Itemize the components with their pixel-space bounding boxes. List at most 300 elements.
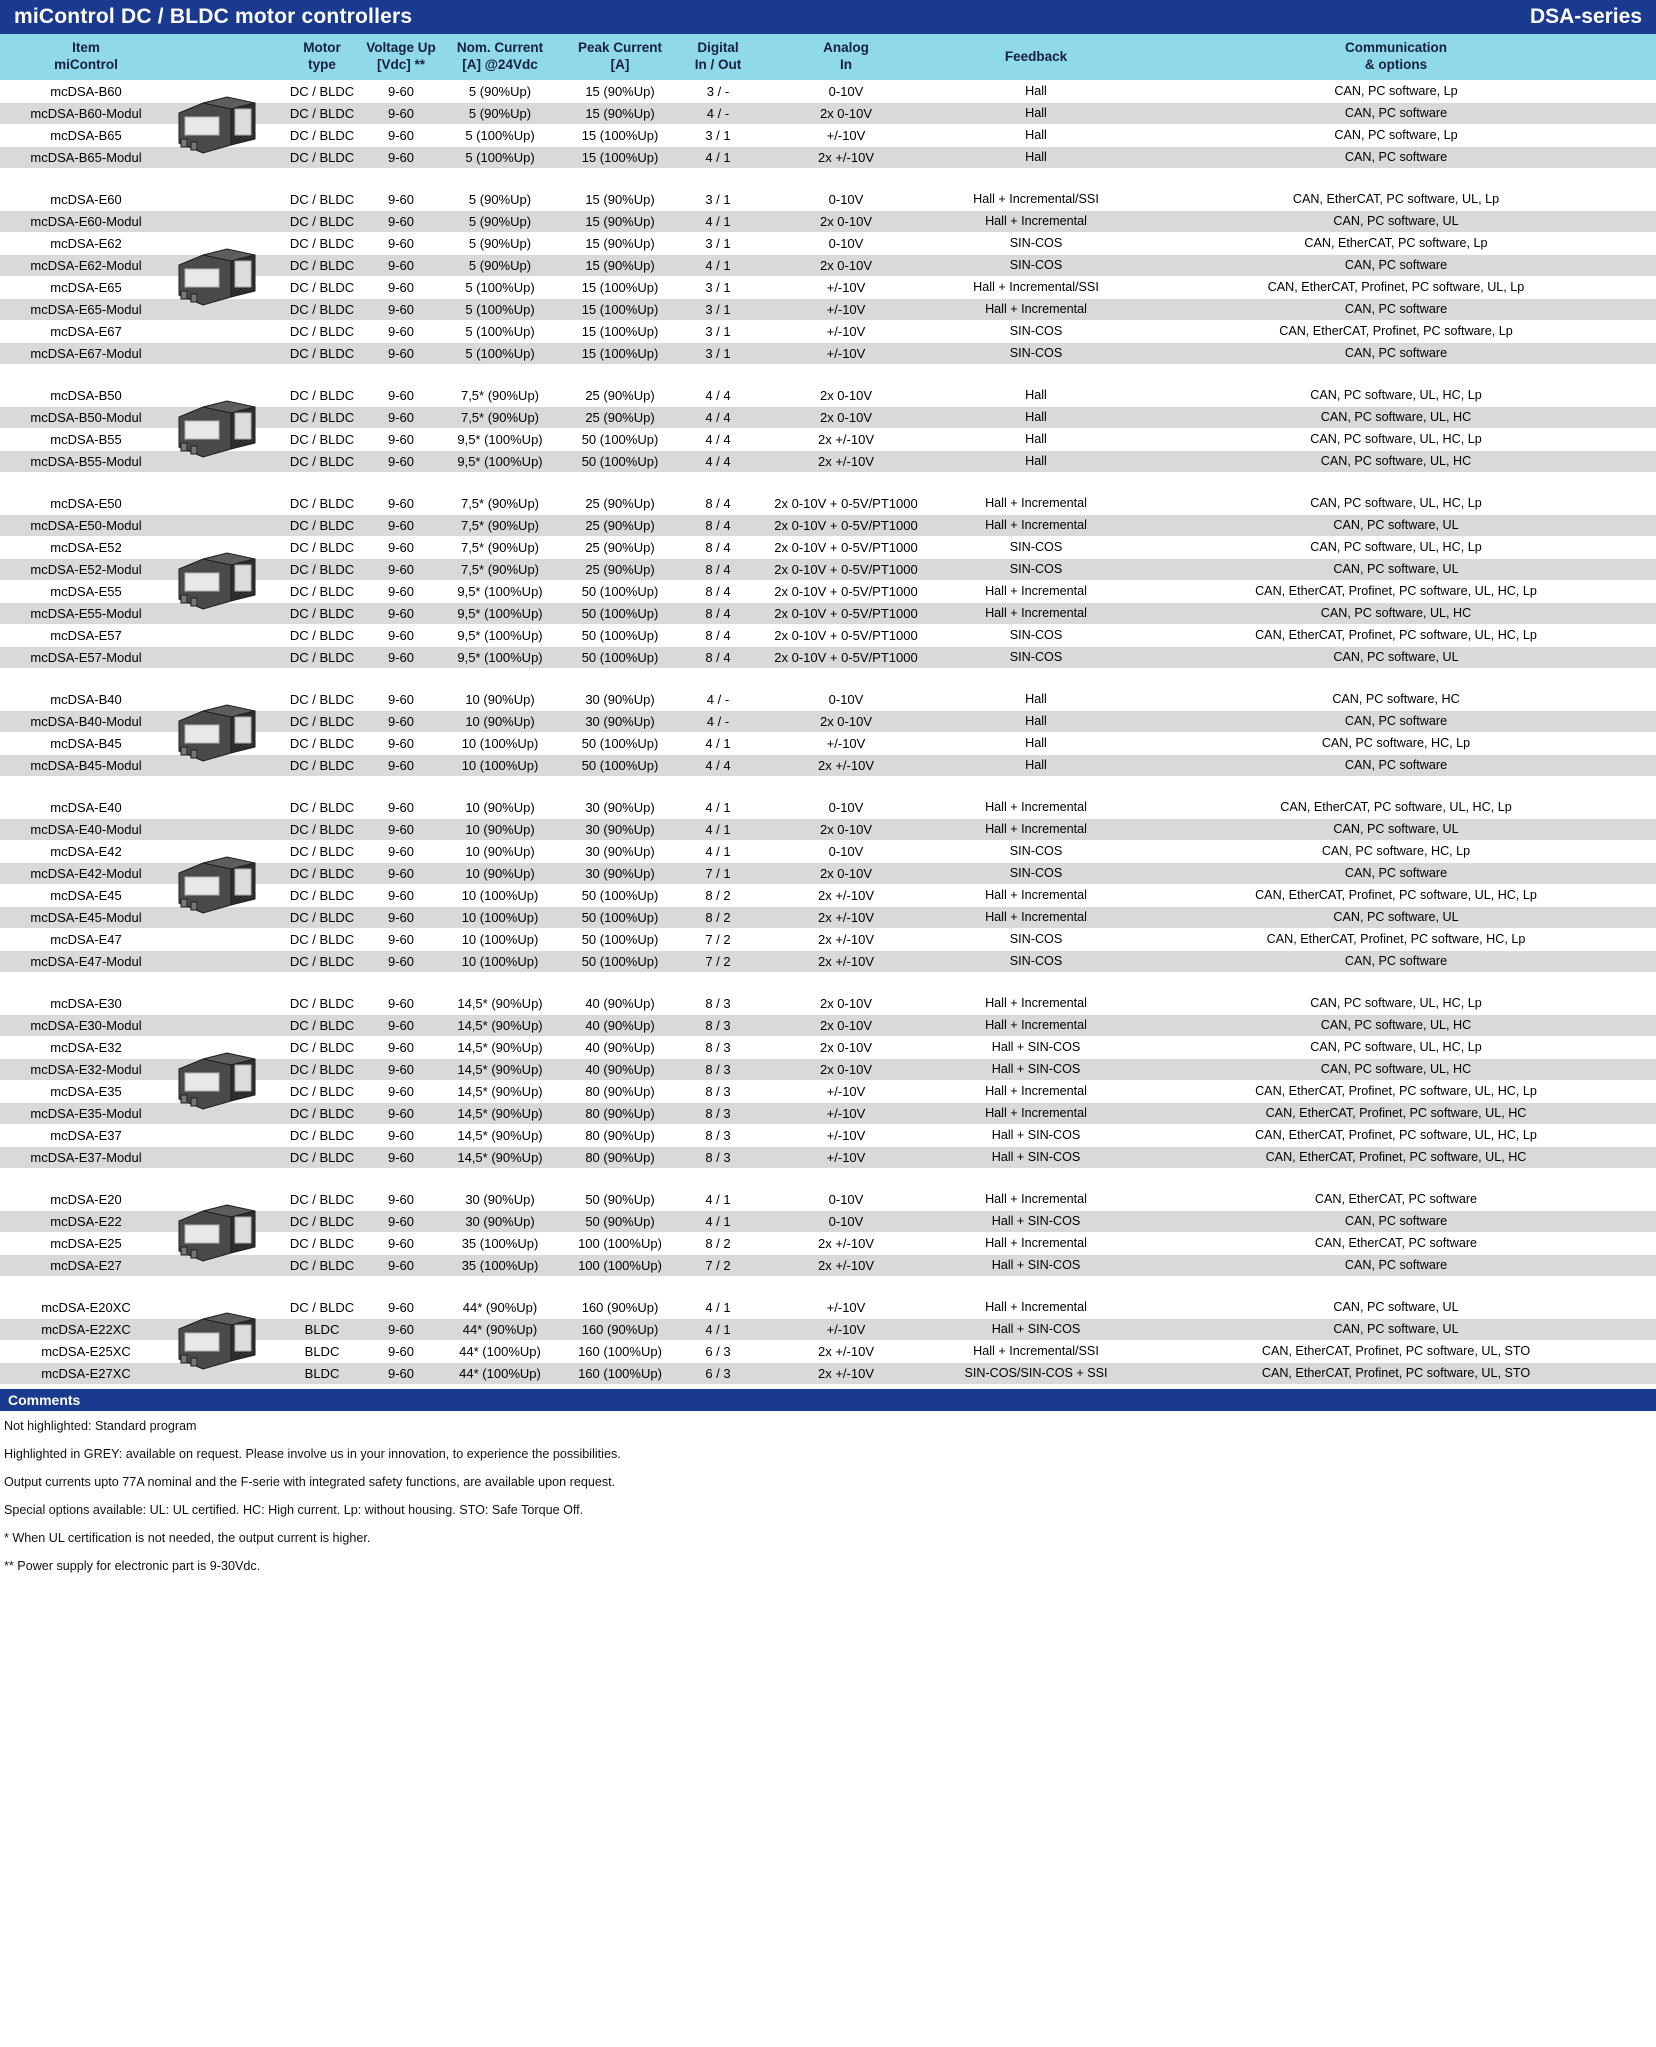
cell-nominal-current: 5 (100%Up) [465,149,535,165]
cell-communication: CAN, PC software, UL, HC, Lp [1310,432,1482,447]
table-row[interactable] [0,951,1656,973]
cell-nominal-current: 14,5* (90%Up) [457,1105,543,1121]
table-row[interactable] [0,1341,1656,1363]
product-group-rows [0,1297,1656,1385]
cell-nominal-current: 9,5* (100%Up) [457,583,543,599]
cell-voltage: 9-60 [387,865,415,881]
cell-image-spacer [172,125,282,146]
cell-nominal-current: 5 (100%Up) [465,323,535,339]
cell-digital-io: 8 / 3 [705,1083,731,1099]
cell-digital-io: 4 / - [706,105,730,121]
cell-feedback: Hall + Incremental [985,584,1087,599]
cell-nominal-current: 9,5* (100%Up) [457,605,543,621]
cell-communication: CAN, PC software [1344,150,1448,165]
cell-image-spacer [172,1015,282,1036]
table-row[interactable] [0,819,1656,841]
table-row[interactable] [0,647,1656,669]
cell-image-spacer [172,1037,282,1058]
cell-motor-type: DC / BLDC [289,627,355,643]
cell-feedback: SIN-COS/SIN-COS + SSI [964,1366,1108,1381]
cell-item: mcDSA-E25XC [41,1343,131,1359]
cell-nominal-current: 14,5* (90%Up) [457,1039,543,1055]
cell-motor-type: DC / BLDC [289,561,355,577]
column-header-dig-line2: In / Out [694,57,742,73]
cell-nominal-current: 44* (100%Up) [459,1343,541,1359]
cell-voltage: 9-60 [387,495,415,511]
cell-analog-in: +/-10V [826,127,866,143]
table-row[interactable] [0,1233,1656,1255]
cell-peak-current: 50 (90%Up) [585,1213,655,1229]
cell-feedback: SIN-COS [1009,562,1063,577]
cell-motor-type: DC / BLDC [289,495,355,511]
table-row[interactable] [0,603,1656,625]
table-row[interactable] [0,81,1656,103]
column-header-nominal-current [440,34,560,80]
cell-analog-in: +/-10V [826,1127,866,1143]
column-header-motor-type [282,34,362,80]
cell-motor-type: DC / BLDC [289,909,355,925]
cell-communication: CAN, EtherCAT, PC software [1314,1236,1478,1251]
cell-feedback: Hall [1025,84,1047,99]
cell-item: mcDSA-B60-Modul [30,105,142,121]
column-header-motor-line1: Motor [303,40,341,55]
table-row[interactable] [0,537,1656,559]
table-row[interactable] [0,147,1656,169]
table-row[interactable] [0,1059,1656,1081]
cell-motor-type: DC / BLDC [289,345,355,361]
cell-item: mcDSA-E62 [50,235,122,251]
column-header-analog-in [756,34,936,80]
cell-item: mcDSA-E35-Modul [30,1105,142,1121]
cell-feedback: Hall + Incremental/SSI [973,280,1099,295]
cell-feedback: Hall [1025,714,1047,729]
cell-voltage: 9-60 [387,387,415,403]
column-header-image [172,34,282,80]
cell-motor-type: DC / BLDC [289,409,355,425]
cell-feedback: Hall + Incremental [985,214,1087,229]
cell-motor-type: DC / BLDC [289,887,355,903]
table-row[interactable] [0,1189,1656,1211]
cell-analog-in: +/-10V [826,1299,866,1315]
table-row[interactable] [0,993,1656,1015]
cell-item: mcDSA-E37 [50,1127,122,1143]
cell-motor-type: DC / BLDC [289,931,355,947]
cell-nominal-current: 7,5* (90%Up) [460,539,540,555]
column-header-voltage-line2: [Vdc] ** [376,57,425,73]
table-row[interactable] [0,515,1656,537]
cell-analog-in: +/-10V [826,1321,866,1337]
cell-motor-type: DC / BLDC [289,821,355,837]
cell-image-spacer [172,733,282,754]
cell-analog-in: 2x 0-10V + 0-5V/PT1000 [774,649,918,665]
cell-digital-io: 7 / 1 [705,865,731,881]
cell-nominal-current: 10 (90%Up) [465,865,535,881]
cell-voltage: 9-60 [387,605,415,621]
cell-feedback: Hall + Incremental [985,1106,1087,1121]
table-row[interactable] [0,1211,1656,1233]
column-header-motor-line2: type [308,57,336,73]
cell-digital-io: 4 / 4 [705,453,731,469]
cell-item: mcDSA-E55-Modul [30,605,142,621]
table-row[interactable] [0,233,1656,255]
cell-image-spacer [172,103,282,124]
cell-communication: CAN, PC software, UL [1333,562,1459,577]
cell-voltage: 9-60 [387,691,415,707]
cell-communication: CAN, PC software, UL, HC, Lp [1310,996,1482,1011]
title-bar [0,0,1656,34]
cell-voltage: 9-60 [387,1017,415,1033]
cell-nominal-current: 5 (90%Up) [468,83,532,99]
column-header-voltage-line1: Voltage Up [366,40,436,55]
group-spacer [0,473,1656,493]
cell-communication: CAN, PC software, Lp [1334,128,1458,143]
cell-peak-current: 15 (100%Up) [581,279,659,295]
cell-voltage: 9-60 [387,1321,415,1337]
cell-nominal-current: 9,5* (100%Up) [457,453,543,469]
cell-motor-type: DC / BLDC [289,1061,355,1077]
table-row[interactable] [0,929,1656,951]
table-row[interactable] [0,1363,1656,1385]
cell-motor-type: DC / BLDC [289,127,355,143]
cell-feedback: SIN-COS [1009,258,1063,273]
table-row[interactable] [0,559,1656,581]
cell-analog-in: 2x 0-10V + 0-5V/PT1000 [774,605,918,621]
cell-analog-in: 2x 0-10V + 0-5V/PT1000 [774,583,918,599]
cell-voltage: 9-60 [387,649,415,665]
cell-digital-io: 8 / 4 [705,495,731,511]
cell-voltage: 9-60 [387,235,415,251]
table-row[interactable] [0,385,1656,407]
cell-nominal-current: 5 (90%Up) [468,105,532,121]
cell-image-spacer [172,299,282,320]
cell-image-spacer [172,1233,282,1254]
column-header-nom-line2: [A] @24Vdc [462,57,538,73]
product-group [0,189,1656,365]
cell-image-spacer [172,951,282,972]
cell-voltage: 9-60 [387,953,415,969]
comment-line: Output currents upto 77A nominal and the F-serie with integrated safety functions, are available upon request. [4,1474,616,1489]
cell-motor-type: BLDC [304,1365,340,1381]
table-row[interactable] [0,407,1656,429]
cell-feedback: Hall + SIN-COS [991,1040,1081,1055]
cell-peak-current: 80 (90%Up) [585,1149,655,1165]
cell-voltage: 9-60 [387,583,415,599]
cell-voltage: 9-60 [387,1235,415,1251]
cell-voltage: 9-60 [387,105,415,121]
cell-analog-in: 2x +/-10V [817,149,874,165]
cell-communication: CAN, PC software, UL [1333,822,1459,837]
table-row[interactable] [0,429,1656,451]
cell-voltage: 9-60 [387,1213,415,1229]
cell-image-spacer [172,841,282,862]
cell-digital-io: 4 / 1 [705,257,731,273]
cell-item: mcDSA-E32 [50,1039,122,1055]
table-row[interactable] [0,1015,1656,1037]
cell-feedback: Hall + SIN-COS [991,1258,1081,1273]
cell-voltage: 9-60 [387,1257,415,1273]
cell-digital-io: 4 / 1 [705,213,731,229]
table-row[interactable] [0,299,1656,321]
cell-communication: CAN, PC software, UL, HC, Lp [1310,388,1482,403]
cell-voltage: 9-60 [387,843,415,859]
table-row[interactable] [0,625,1656,647]
cell-image-spacer [172,711,282,732]
group-spacer [0,1277,1656,1297]
cell-communication: CAN, PC software, UL [1333,214,1459,229]
cell-analog-in: +/-10V [826,301,866,317]
cell-communication: CAN, PC software, UL [1333,1300,1459,1315]
cell-image-spacer [172,515,282,536]
cell-communication: CAN, EtherCAT, Profinet, PC software, UL, Lp [1267,280,1525,295]
cell-analog-in: 2x +/-10V [817,953,874,969]
table-row[interactable] [0,211,1656,233]
cell-motor-type: BLDC [304,1343,340,1359]
cell-communication: CAN, PC software [1344,1258,1448,1273]
table-row[interactable] [0,1147,1656,1169]
cell-nominal-current: 14,5* (90%Up) [457,1149,543,1165]
cell-nominal-current: 10 (90%Up) [465,713,535,729]
cell-nominal-current: 44* (90%Up) [462,1299,538,1315]
cell-nominal-current: 10 (100%Up) [461,931,539,947]
cell-item: mcDSA-E27 [50,1257,122,1273]
table-row[interactable] [0,277,1656,299]
cell-nominal-current: 10 (90%Up) [465,799,535,815]
cell-feedback: Hall [1025,106,1047,121]
cell-item: mcDSA-B55 [50,431,122,447]
cell-voltage: 9-60 [387,887,415,903]
product-group [0,993,1656,1169]
cell-analog-in: +/-10V [826,323,866,339]
group-spacer [0,973,1656,993]
cell-image-spacer [172,907,282,928]
table-row[interactable] [0,1103,1656,1125]
table-row[interactable] [0,125,1656,147]
product-group-rows [0,385,1656,473]
table-row[interactable] [0,321,1656,343]
cell-digital-io: 4 / 1 [705,843,731,859]
cell-analog-in: 0-10V [828,843,864,859]
table-row[interactable] [0,689,1656,711]
table-row[interactable] [0,1319,1656,1341]
cell-analog-in: 2x +/-10V [817,1235,874,1251]
cell-motor-type: DC / BLDC [289,279,355,295]
cell-voltage: 9-60 [387,821,415,837]
table-row[interactable] [0,733,1656,755]
cell-communication: CAN, PC software, UL [1333,910,1459,925]
cell-feedback: SIN-COS [1009,844,1063,859]
cell-image-spacer [172,1211,282,1232]
cell-feedback: Hall + Incremental [985,606,1087,621]
cell-feedback: Hall + SIN-COS [991,1062,1081,1077]
cell-peak-current: 50 (100%Up) [581,431,659,447]
cell-voltage: 9-60 [387,561,415,577]
cell-feedback: Hall [1025,736,1047,751]
cell-feedback: Hall + Incremental [985,302,1087,317]
cell-feedback: Hall + SIN-COS [991,1150,1081,1165]
cell-communication: CAN, PC software [1344,302,1448,317]
cell-motor-type: DC / BLDC [289,1257,355,1273]
cell-voltage: 9-60 [387,1039,415,1055]
cell-feedback: SIN-COS [1009,954,1063,969]
product-group-rows [0,797,1656,973]
cell-communication: CAN, EtherCAT, Profinet, PC software, UL, HC, Lp [1255,628,1537,643]
cell-nominal-current: 7,5* (90%Up) [460,495,540,511]
cell-voltage: 9-60 [387,83,415,99]
cell-image-spacer [172,385,282,406]
cell-item: mcDSA-E20XC [41,1299,131,1315]
cell-motor-type: DC / BLDC [289,583,355,599]
cell-voltage: 9-60 [387,713,415,729]
table-row[interactable] [0,841,1656,863]
cell-image-spacer [172,1341,282,1362]
cell-communication: CAN, PC software, UL, HC, Lp [1310,540,1482,555]
product-group [0,689,1656,777]
comment-line: Not highlighted: Standard program [4,1418,197,1433]
cell-item: mcDSA-E50-Modul [30,517,142,533]
cell-communication: CAN, PC software, HC [1332,692,1460,707]
table-row[interactable] [0,189,1656,211]
cell-communication: CAN, EtherCAT, Profinet, PC software, UL, STO [1261,1344,1531,1359]
cell-analog-in: 0-10V [828,1191,864,1207]
table-row[interactable] [0,103,1656,125]
product-group [0,81,1656,169]
cell-item: mcDSA-E37-Modul [30,1149,142,1165]
cell-motor-type: DC / BLDC [289,1191,355,1207]
cell-communication: CAN, EtherCAT, PC software, UL, HC, Lp [1280,800,1512,815]
cell-digital-io: 8 / 4 [705,627,731,643]
cell-analog-in: 0-10V [828,1213,864,1229]
column-header-feedback [936,34,1136,80]
cell-image-spacer [172,211,282,232]
cell-communication: CAN, PC software [1344,758,1448,773]
cell-feedback: Hall + Incremental [985,496,1087,511]
table-body [0,81,1656,1385]
cell-voltage: 9-60 [387,539,415,555]
cell-peak-current: 30 (90%Up) [585,865,655,881]
cell-item: mcDSA-E30 [50,995,122,1011]
cell-image-spacer [172,1297,282,1318]
table-row[interactable] [0,755,1656,777]
cell-peak-current: 50 (100%Up) [581,583,659,599]
cell-image-spacer [172,1147,282,1168]
cell-item: mcDSA-E62-Modul [30,257,142,273]
cell-feedback: Hall [1025,432,1047,447]
table-row[interactable] [0,343,1656,365]
table-row[interactable] [0,1081,1656,1103]
cell-digital-io: 4 / 1 [705,1321,731,1337]
cell-voltage: 9-60 [387,1083,415,1099]
cell-peak-current: 50 (100%Up) [581,453,659,469]
cell-analog-in: 2x 0-10V [819,1039,873,1055]
cell-item: mcDSA-B65 [50,127,122,143]
cell-communication: CAN, EtherCAT, Profinet, PC software, UL, HC, Lp [1255,584,1537,599]
cell-nominal-current: 10 (100%Up) [461,757,539,773]
cell-digital-io: 7 / 2 [705,1257,731,1273]
table-row[interactable] [0,711,1656,733]
cell-item: mcDSA-E57 [50,627,122,643]
cell-voltage: 9-60 [387,409,415,425]
cell-nominal-current: 44* (100%Up) [459,1365,541,1381]
cell-peak-current: 15 (90%Up) [585,235,655,251]
table-row[interactable] [0,1125,1656,1147]
table-row[interactable] [0,885,1656,907]
table-row[interactable] [0,863,1656,885]
cell-motor-type: DC / BLDC [289,387,355,403]
cell-communication: CAN, PC software, HC, Lp [1321,844,1471,859]
cell-peak-current: 160 (100%Up) [578,1365,662,1381]
table-row[interactable] [0,1255,1656,1277]
cell-image-spacer [172,1081,282,1102]
cell-motor-type: DC / BLDC [289,995,355,1011]
cell-motor-type: DC / BLDC [289,649,355,665]
cell-item: mcDSA-B45-Modul [30,757,142,773]
cell-peak-current: 80 (90%Up) [585,1083,655,1099]
cell-peak-current: 100 (100%Up) [578,1235,662,1251]
cell-voltage: 9-60 [387,735,415,751]
cell-motor-type: DC / BLDC [289,1213,355,1229]
cell-feedback: SIN-COS [1009,324,1063,339]
cell-peak-current: 15 (100%Up) [581,301,659,317]
cell-analog-in: 2x 0-10V [819,713,873,729]
cell-voltage: 9-60 [387,431,415,447]
cell-voltage: 9-60 [387,909,415,925]
cell-item: mcDSA-E50 [50,495,122,511]
cell-voltage: 9-60 [387,931,415,947]
cell-peak-current: 25 (90%Up) [585,517,655,533]
cell-item: mcDSA-E22XC [41,1321,131,1337]
cell-analog-in: 2x +/-10V [817,431,874,447]
column-header-peak-current [560,34,680,80]
cell-feedback: Hall + SIN-COS [991,1128,1081,1143]
cell-image-spacer [172,255,282,276]
table-row[interactable] [0,907,1656,929]
table-row[interactable] [0,255,1656,277]
cell-nominal-current: 30 (90%Up) [465,1213,535,1229]
cell-nominal-current: 10 (100%Up) [461,909,539,925]
cell-analog-in: 0-10V [828,799,864,815]
comment-line: ** Power supply for electronic part is 9-30Vdc. [4,1558,261,1573]
cell-image-spacer [172,797,282,818]
column-header-fb-line1: Feedback [1004,48,1068,64]
table-row[interactable] [0,581,1656,603]
column-header-ana-line2: In [840,57,852,73]
table-row[interactable] [0,493,1656,515]
cell-communication: CAN, PC software, UL [1333,650,1459,665]
cell-peak-current: 15 (90%Up) [585,213,655,229]
cell-item: mcDSA-E52-Modul [30,561,142,577]
page-title: miControl DC / BLDC motor controllers [14,5,413,28]
table-row[interactable] [0,1037,1656,1059]
cell-digital-io: 3 / 1 [705,191,731,207]
cell-motor-type: DC / BLDC [289,431,355,447]
cell-communication: CAN, PC software, Lp [1334,84,1458,99]
cell-image-spacer [172,1363,282,1384]
cell-digital-io: 8 / 4 [705,517,731,533]
cell-analog-in: 2x +/-10V [817,909,874,925]
cell-motor-type: DC / BLDC [289,149,355,165]
cell-image-spacer [172,1319,282,1340]
cell-digital-io: 4 / 4 [705,757,731,773]
cell-image-spacer [172,81,282,102]
table-row[interactable] [0,1297,1656,1319]
cell-peak-current: 30 (90%Up) [585,713,655,729]
cell-digital-io: 4 / 1 [705,821,731,837]
table-row[interactable] [0,451,1656,473]
table-row[interactable] [0,797,1656,819]
cell-analog-in: 2x +/-10V [817,1343,874,1359]
cell-communication: CAN, PC software, UL [1333,1322,1459,1337]
cell-nominal-current: 9,5* (100%Up) [457,627,543,643]
